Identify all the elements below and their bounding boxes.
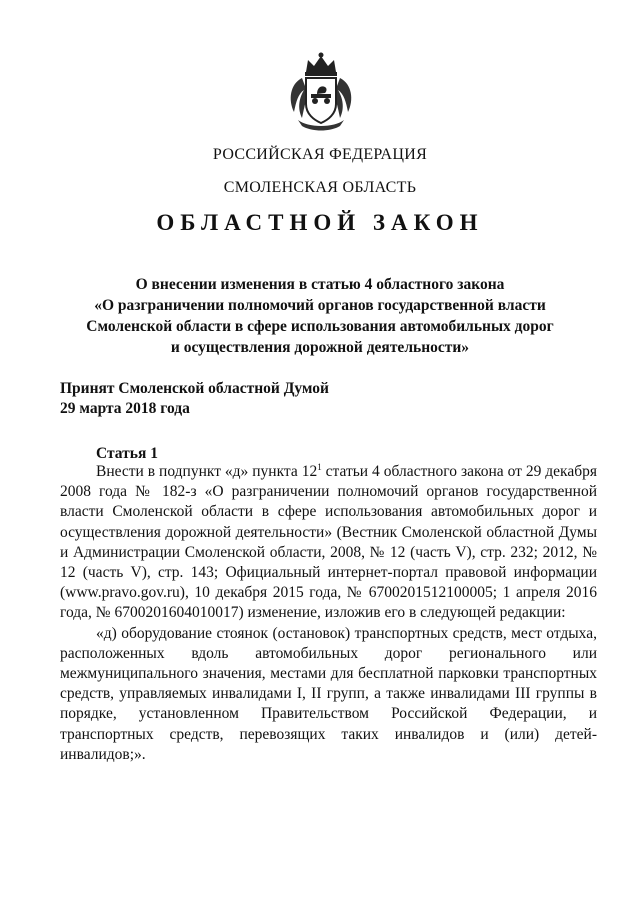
law-title	[0, 274, 640, 358]
paragraph-text: статьи 4 областного закона от 29 декабря 2008 года № 182-з «О разграничении полномочий органов государственной власти Смоленской области в сфере использования автомобильных дорог и осуществления дорожной деятельности» (Вестник Смоленской областной Думы и Администрации Смоленской области, 2008, № 12 (часть V), стр. 232; 2012, № 12 (часть V), стр. 143; Официальный интернет-портал правовой информации (www.pravo.gov.ru), 10 декабря 2015 года, № 6700201512100005; 1 апреля 2016 года, № 6700201604010017) изменение, изложив его в следующей редакции:	[60, 463, 597, 622]
adoption-info	[60, 379, 329, 419]
law-title-line: «О разграничении полномочий органов государственной власти	[94, 297, 546, 314]
superscript-index: 1	[317, 461, 322, 472]
region-name: СМОЛЕНСКАЯ ОБЛАСТЬ	[223, 179, 417, 196]
adopted-by: Принят Смоленской областной Думой	[60, 380, 329, 397]
article-paragraph: «д) оборудование стоянок (остановок) транспортных средств, мест отдыха, расположенных вдоль автомобильных дорог регионального или межмуниципального значения, местами для бесплатной парковки транспортных средств, управляемых инвалидами I, II групп, а также инвалидами III группы в порядке, установленном Правительством Российской Федерации, и транспортных средств, перевозящих таких инвалидов и (или) детей-инвалидов;».	[60, 624, 597, 763]
law-title-line: Смоленской области в сфере использования автомобильных дорог	[86, 318, 554, 335]
article-body	[60, 462, 597, 765]
law-title-line: О внесении изменения в статью 4 областного закона	[135, 276, 505, 293]
law-title-line: и осуществления дорожной деятельности»	[170, 339, 470, 356]
country-name: РОССИЙСКАЯ ФЕДЕРАЦИЯ	[212, 146, 428, 163]
paragraph-text: Внести в подпункт «д» пункта 12	[96, 463, 318, 480]
article-paragraph	[60, 462, 597, 624]
smolensk-coat-of-arms-icon	[284, 50, 358, 132]
article-heading: Статья 1	[96, 445, 158, 462]
adoption-date: 29 марта 2018 года	[60, 400, 190, 417]
document-type: ОБЛАСТНОЙ ЗАКОН	[156, 210, 484, 235]
